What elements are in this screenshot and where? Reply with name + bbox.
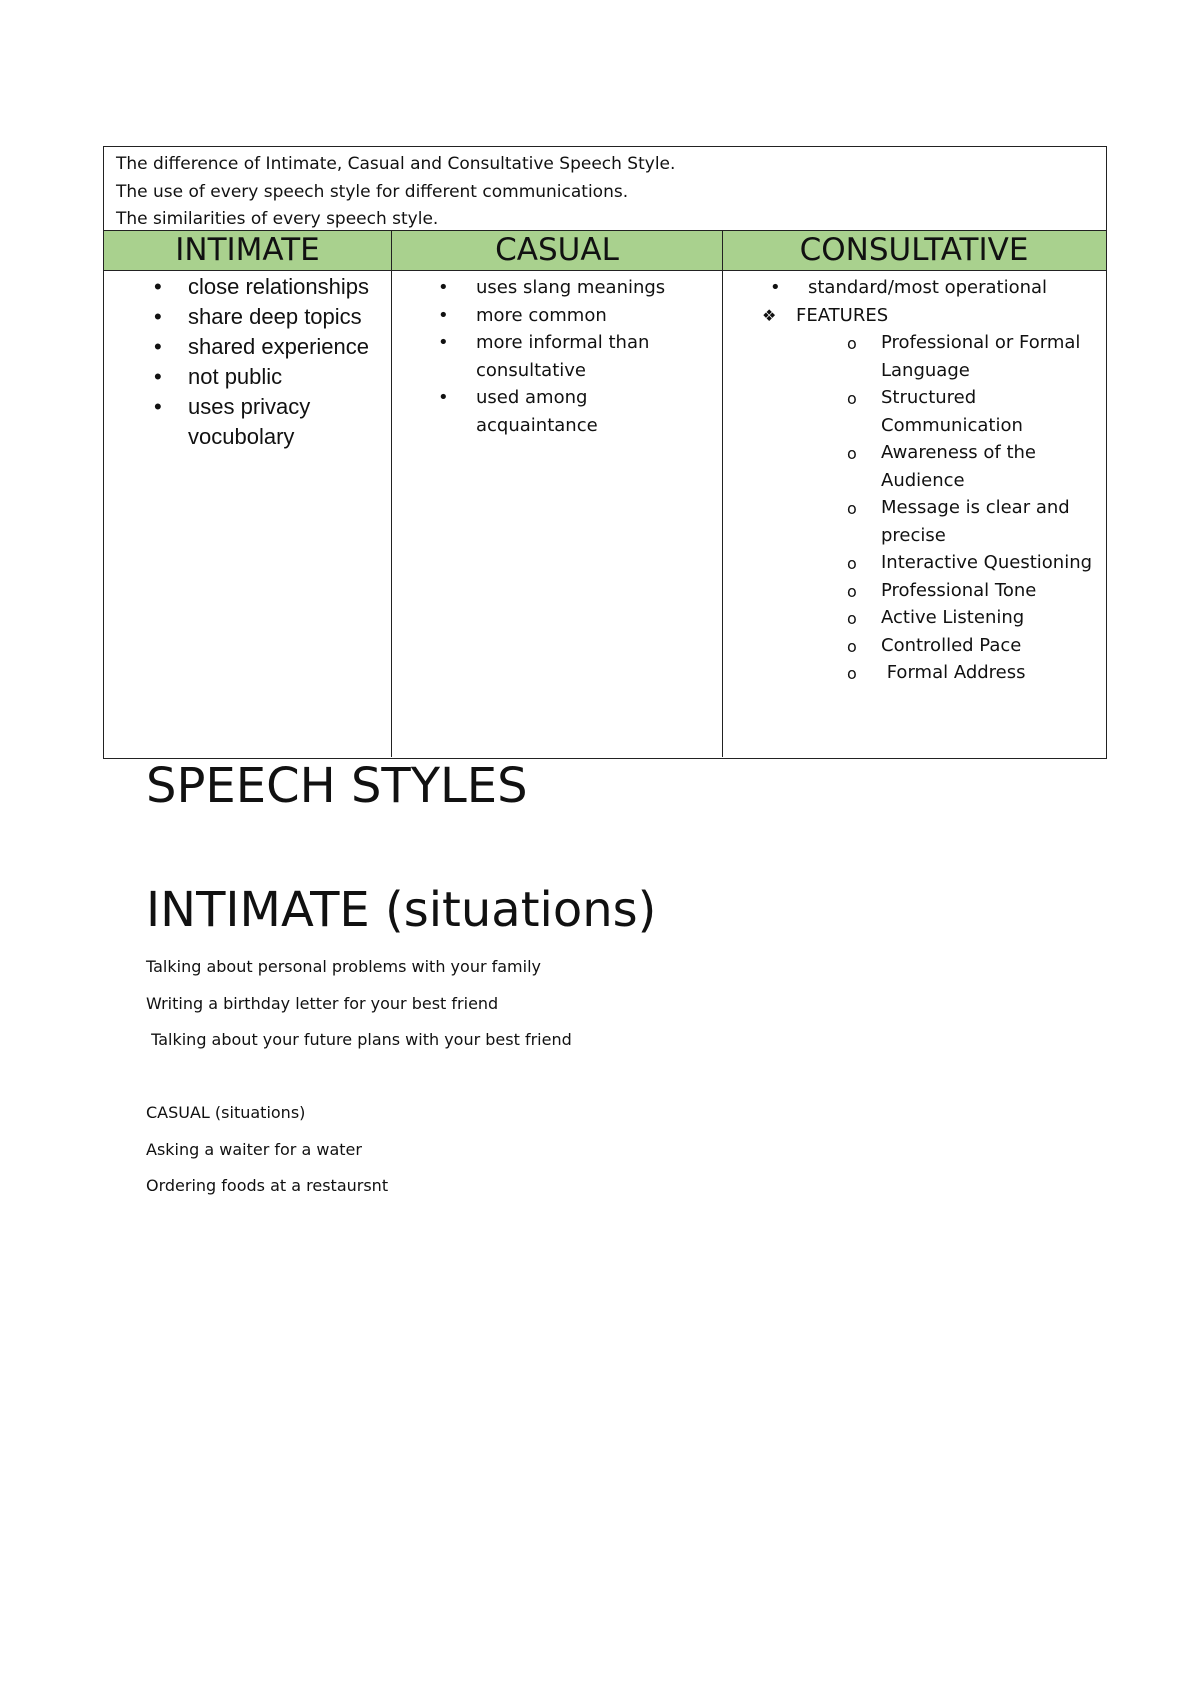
casual-situation: Ordering foods at a restaursnt: [146, 1176, 389, 1195]
list-item: • standard/most operational: [808, 274, 1105, 302]
list-item: o Formal Address: [881, 659, 1096, 687]
table-header-row: [104, 231, 1106, 271]
intimate-situation: Talking about personal problems with your family: [146, 957, 541, 976]
intimate-list: [104, 272, 391, 452]
table-body-row: [104, 271, 1106, 757]
casual-cell: [392, 271, 723, 757]
features-label: [796, 302, 1105, 330]
list-item: • uses slang meanings: [476, 274, 722, 302]
intimate-situations-heading: INTIMATE (situations): [146, 882, 657, 938]
table-intro: [104, 147, 1106, 231]
speech-styles-table: [103, 146, 1107, 759]
list-item: o Controlled Pace: [881, 632, 1096, 660]
casual-situations-heading: CASUAL (situations): [146, 1103, 306, 1122]
header-intimate: INTIMATE: [104, 231, 392, 270]
casual-list: [392, 271, 722, 439]
list-item: o Interactive Questioning: [881, 549, 1101, 577]
features-label-text: FEATURES: [796, 304, 889, 326]
list-item: o Active Listening: [881, 604, 1096, 632]
list-item: o Professional or Formal Language: [881, 329, 1096, 384]
intimate-cell: [104, 271, 392, 757]
list-item: o Message is clear and precise: [881, 494, 1096, 549]
intro-line: The use of every speech style for different communications.: [116, 181, 629, 202]
list-item: • share deep topics: [188, 302, 391, 332]
list-item: • used among acquaintance: [476, 384, 626, 439]
list-item: • close relationships: [188, 272, 391, 302]
features-sublist: [723, 329, 1105, 687]
intimate-situation: Writing a birthday letter for your best friend: [146, 994, 499, 1013]
list-item: • more informal than consultative: [476, 329, 666, 384]
list-item: • not public: [188, 362, 391, 392]
header-casual: CASUAL: [392, 231, 723, 270]
list-item: o Professional Tone: [881, 577, 1096, 605]
list-item: o Awareness of the Audience: [881, 439, 1096, 494]
list-item: • more common: [476, 302, 722, 330]
intimate-situation: Talking about your future plans with your best friend: [146, 1030, 572, 1049]
list-item: o Structured Communication: [881, 384, 1096, 439]
consultative-cell: [723, 271, 1105, 757]
casual-situation: Asking a waiter for a water: [146, 1140, 362, 1159]
header-consultative: CONSULTATIVE: [799, 232, 1029, 268]
intro-line: The difference of Intimate, Casual and Consultative Speech Style.: [116, 154, 676, 174]
intro-line: The similarities of every speech style.: [116, 209, 439, 229]
consultative-list: [723, 271, 1105, 302]
list-item: • uses privacy vocubolary: [188, 392, 378, 452]
list-item: • shared experience: [188, 332, 391, 362]
page-title: SPEECH STYLES: [146, 758, 528, 814]
